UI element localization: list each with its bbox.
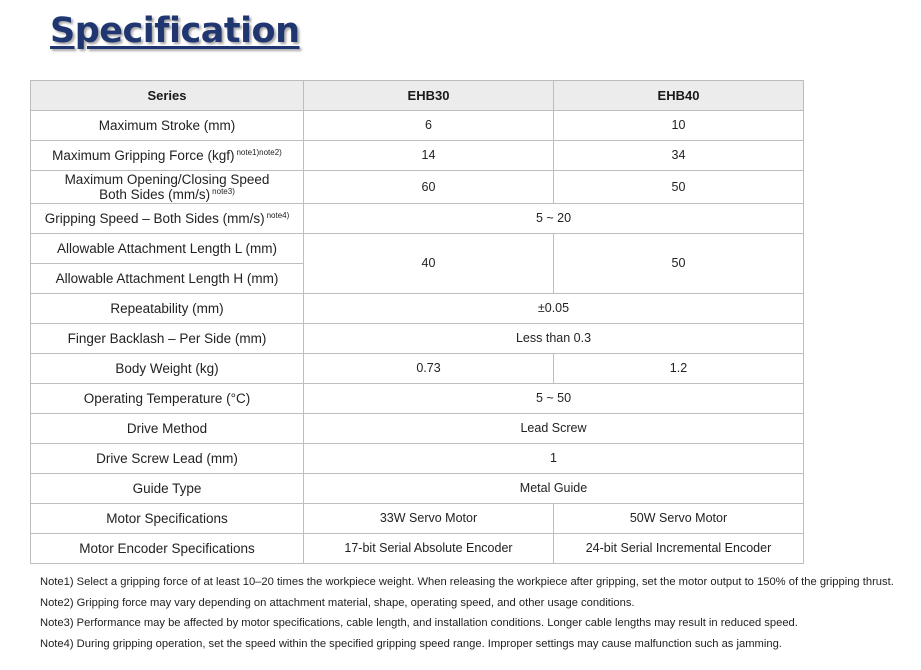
cell-ehb40: 50W Servo Motor [554,504,804,534]
footnote: Note1) Select a gripping force of at least 10–20 times the workpiece weight. When releasing the workpiece after gripping, set the motor output to 150% of the gripping thrust. [40,576,894,588]
row-label-cell [31,141,304,171]
cell-ehb30: 6 [304,111,554,141]
header-series: Series [31,81,304,111]
footnote: Note4) During gripping operation, set the speed within the specified gripping speed range. Improper settings may cause malfunction such as jamming. [40,637,782,650]
row-label: Allowable Attachment Length H (mm) [31,264,304,294]
cell-ehb40: 34 [554,141,804,171]
row-label: Maximum Stroke (mm) [31,111,304,141]
row-label: Drive Screw Lead (mm) [31,444,304,474]
cell-ehb40: 50 [554,234,804,294]
row-label: Finger Backlash – Per Side (mm) [31,324,304,354]
specification-table [30,80,804,564]
row-label: Gripping Speed – Both Sides (mm/s) [44,211,265,226]
row-label: Allowable Attachment Length L (mm) [31,234,304,264]
table-header-row [31,81,804,111]
row-label-line1: Maximum Opening/Closing Speed [64,172,270,187]
cell-ehb30: 14 [304,141,554,171]
row-max-grip-force [31,141,804,171]
cell-ehb30: 0.73 [304,354,554,384]
row-label: Motor Encoder Specifications [31,534,304,564]
footnote: Note3) Performance may be affected by motor specifications, cable length, and installation conditions. Longer cable lengths may result in reduced speed. [40,617,798,630]
note-reference: note4) [266,210,290,220]
row-label: Motor Specifications [31,504,304,534]
cell-ehb30: 17-bit Serial Absolute Encoder [304,534,554,564]
note-reference: note3) [212,186,235,196]
footnotes [40,572,894,654]
row-label-cell [31,171,304,204]
cell-shared: 5 ~ 50 [304,384,804,414]
cell-ehb30: 40 [304,234,554,294]
row-label: Drive Method [31,414,304,444]
row-guide [31,474,804,504]
row-temperature [31,384,804,414]
cell-ehb30: 60 [304,171,554,204]
cell-shared: Metal Guide [304,474,804,504]
row-max-speed [31,171,804,204]
row-repeatability [31,294,804,324]
row-label: Maximum Gripping Force (kgf) [52,148,235,163]
page-title: Specification [50,11,300,51]
row-label: Operating Temperature (°C) [31,384,304,414]
row-grip-speed [31,204,804,234]
row-drive-method [31,414,804,444]
cell-ehb40: 10 [554,111,804,141]
row-label: Guide Type [31,474,304,504]
note-reference: note1)note2) [236,147,282,157]
cell-shared: 5 ~ 20 [304,204,804,234]
footnote: Note2) Gripping force may vary depending on attachment material, shape, operating speed, and other usage conditions. [40,596,635,609]
row-label-cell [31,204,304,234]
cell-shared: Lead Screw [304,414,804,444]
row-attach-l [31,234,804,264]
cell-shared: Less than 0.3 [304,324,804,354]
cell-ehb40: 50 [554,171,804,204]
cell-ehb40: 1.2 [554,354,804,384]
cell-shared: 1 [304,444,804,474]
header-ehb30: EHB30 [304,81,554,111]
row-label: Repeatability (mm) [31,294,304,324]
cell-shared: ±0.05 [304,294,804,324]
row-label: Body Weight (kg) [31,354,304,384]
header-ehb40: EHB40 [554,81,804,111]
cell-ehb40: 24-bit Serial Incremental Encoder [554,534,804,564]
row-backlash [31,324,804,354]
row-motor [31,504,804,534]
row-weight [31,354,804,384]
row-label-line2: Both Sides (mm/s) [99,187,211,202]
cell-ehb30: 33W Servo Motor [304,504,554,534]
row-encoder [31,534,804,564]
row-max-stroke [31,111,804,141]
row-screw-lead [31,444,804,474]
